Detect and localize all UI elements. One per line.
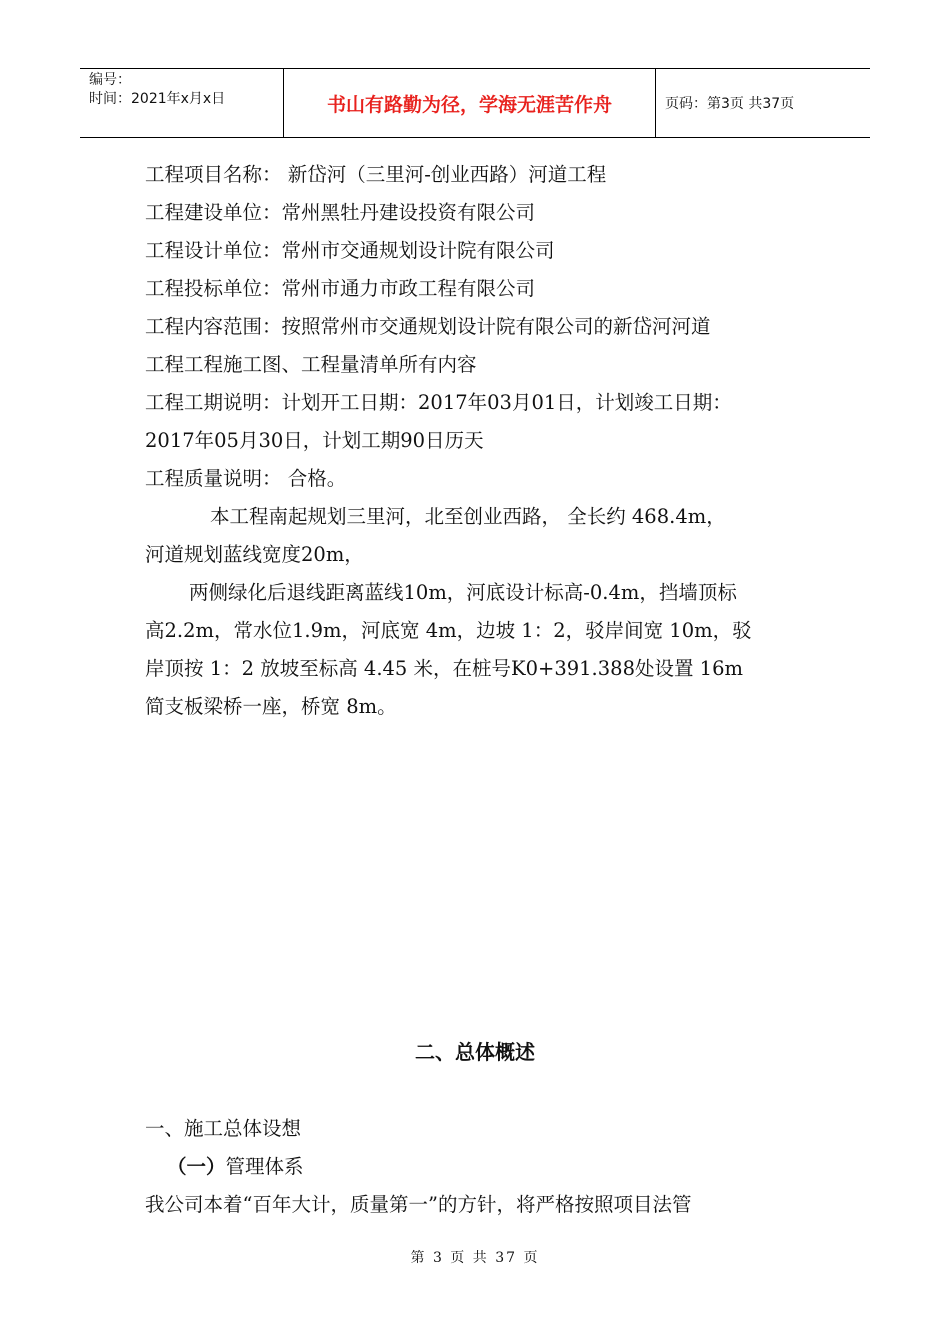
- document-time-label: 时间：2021年x月x日: [89, 91, 226, 107]
- scope-line-2: 工程工程施工图、工程量清单所有内容: [145, 353, 477, 376]
- header-motto: 书山有路勤为径，学海无涯苦作舟: [284, 69, 656, 137]
- page-header: [80, 68, 870, 138]
- construction-unit-line: 工程建设单位：常州黑牡丹建设投资有限公司: [145, 201, 536, 224]
- section-title: 二、总体概述: [415, 1040, 535, 1064]
- schedule-line-2: 2017年05月30日，计划工期90日历天: [145, 429, 484, 452]
- heading-construction-plan: 一、施工总体设想: [145, 1117, 302, 1140]
- scope-line-1: 工程内容范围：按照常州市交通规划设计院有限公司的新岱河河道: [145, 315, 711, 338]
- document-number-label: 编号：: [89, 72, 131, 88]
- page-footer: 第 3 页 共 37 页: [410, 1250, 540, 1266]
- project-name-line: 工程项目名称： 新岱河（三里河-创业西路）河道工程: [145, 163, 607, 186]
- detail-line-3: 岸顶按 1：2 放坡至标高 4.45 米，在桩号K0+391.388处设置 16m: [145, 657, 743, 680]
- detail-line-2: 高2.2m，常水位1.9m，河底宽 4m，边坡 1：2，驳岸间宽 10m，驳: [145, 619, 752, 642]
- heading-management-system: [145, 1148, 825, 1186]
- quality-line: 工程质量说明： 合格。: [145, 467, 347, 490]
- schedule-line-1: 工程工期说明：计划开工日期：2017年03月01日，计划竣工日期：: [145, 391, 732, 414]
- design-unit-line: 工程设计单位：常州市交通规划设计院有限公司: [145, 239, 555, 262]
- detail-line-1: 两侧绿化后退线距离蓝线10m，河底设计标高-0.4m，挡墙顶标: [189, 581, 737, 604]
- overview-line-2: 河道规划蓝线宽度20m，: [145, 543, 364, 566]
- heading-number: （一）: [167, 1155, 226, 1178]
- policy-line: 我公司本着“百年大计，质量第一”的方针，将严格按照项目法管: [145, 1193, 692, 1216]
- header-meta: [80, 69, 284, 137]
- document-body: [145, 156, 825, 726]
- header-page-info: 页码：第3页 共37页: [665, 96, 795, 112]
- overview-line-1: 本工程南起规划三里河，北至创业西路， 全长约 468.4m，: [210, 505, 726, 528]
- detail-line-4: 简支板梁桥一座，桥宽 8m。: [145, 695, 397, 718]
- heading-text: 管理体系: [225, 1155, 304, 1178]
- bidding-unit-line: 工程投标单位：常州市通力市政工程有限公司: [145, 277, 536, 300]
- construction-plan-section: [145, 1110, 825, 1224]
